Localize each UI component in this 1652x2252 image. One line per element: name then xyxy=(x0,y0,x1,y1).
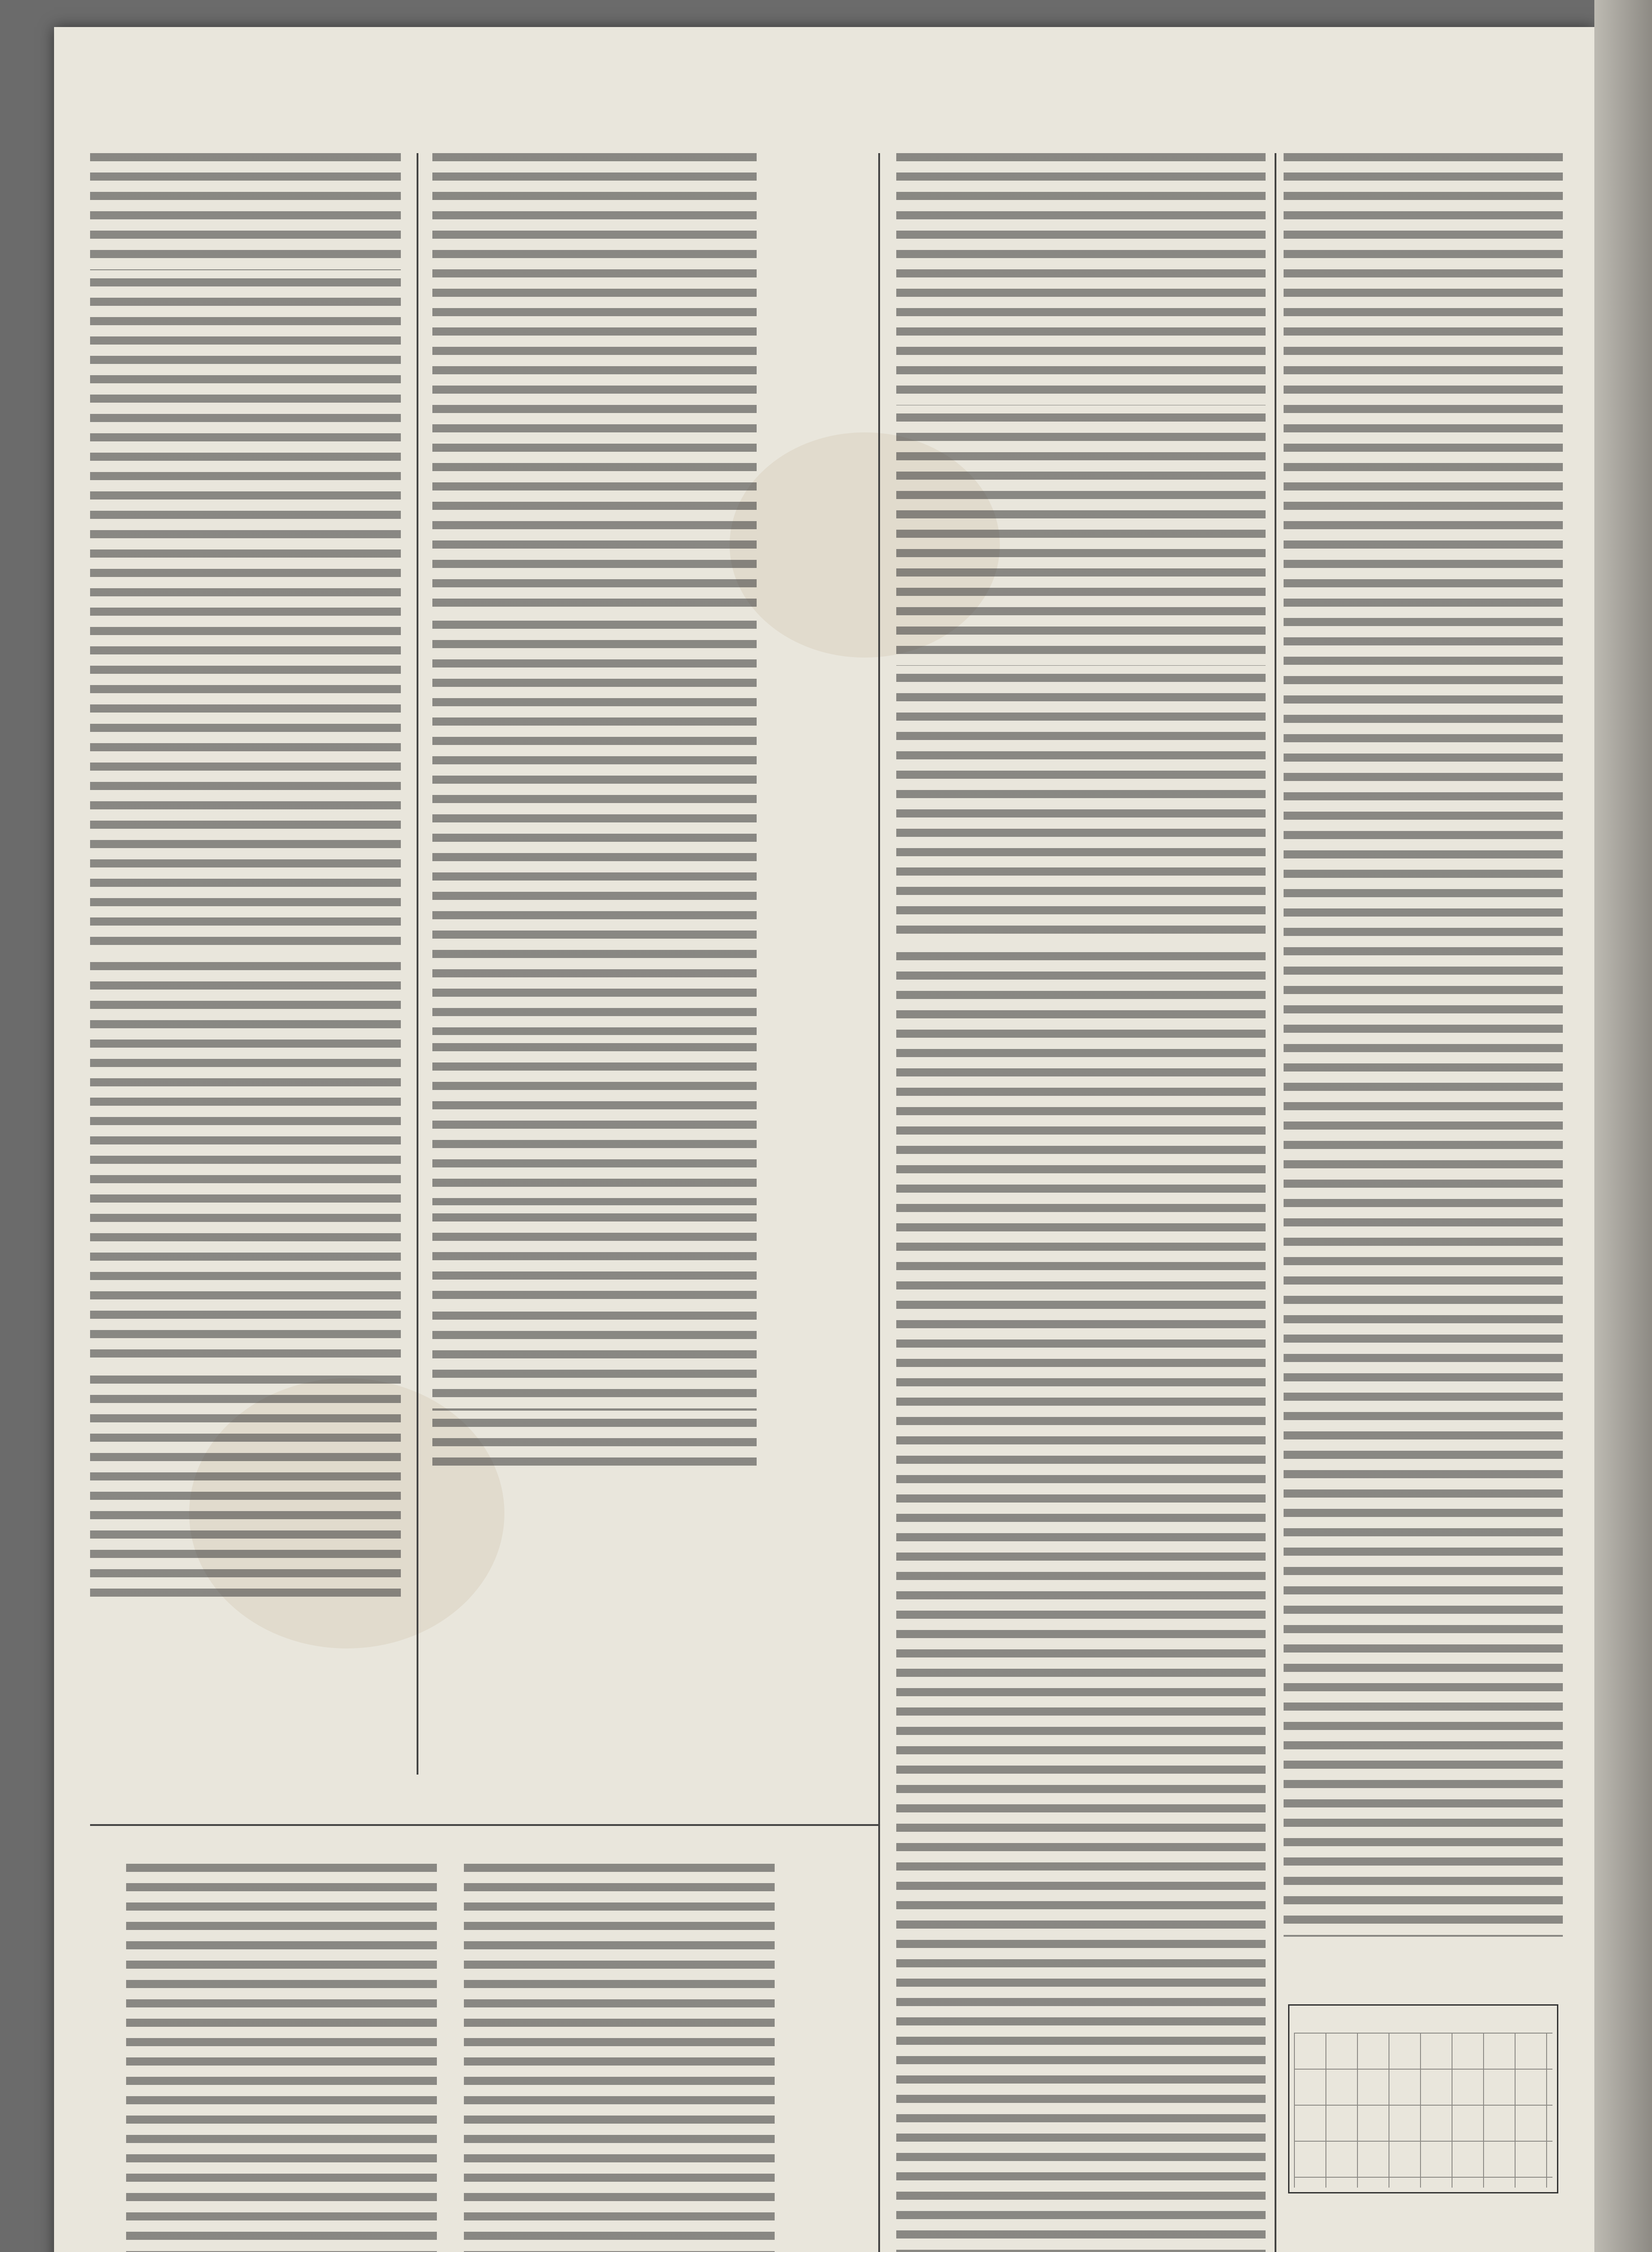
column-3 xyxy=(896,153,1266,2252)
column-rule xyxy=(1275,153,1276,2252)
text-block xyxy=(90,962,401,1367)
table-grid xyxy=(1294,2033,1552,2188)
text-block xyxy=(90,153,401,270)
text-block xyxy=(126,1864,437,2252)
page-fold-edge xyxy=(1594,0,1652,2252)
text-block xyxy=(464,1864,775,2252)
text-block xyxy=(432,1213,757,1303)
text-block xyxy=(896,413,1266,666)
date-line xyxy=(1302,104,1527,131)
text-block xyxy=(896,674,1266,944)
weather-table xyxy=(1288,2004,1558,2193)
text-block xyxy=(1284,153,1563,1937)
text-block xyxy=(432,1312,757,1411)
bottom-columns xyxy=(126,1864,775,2252)
text-block xyxy=(432,1419,757,1473)
text-block xyxy=(90,278,401,954)
table-title xyxy=(1289,2006,1557,2009)
text-block xyxy=(896,153,1266,405)
section-rule xyxy=(90,1824,878,1826)
column-rule xyxy=(878,153,880,2252)
bottom-section xyxy=(126,1856,775,2252)
column-4 xyxy=(1284,153,1563,2252)
column-2 xyxy=(432,153,757,1766)
column-1 xyxy=(90,153,401,1766)
text-block xyxy=(432,1043,757,1205)
text-block xyxy=(896,952,1266,2252)
column-rule xyxy=(417,153,418,1775)
text-block xyxy=(432,621,757,1035)
text-block xyxy=(90,1376,401,1601)
text-block xyxy=(432,153,757,613)
